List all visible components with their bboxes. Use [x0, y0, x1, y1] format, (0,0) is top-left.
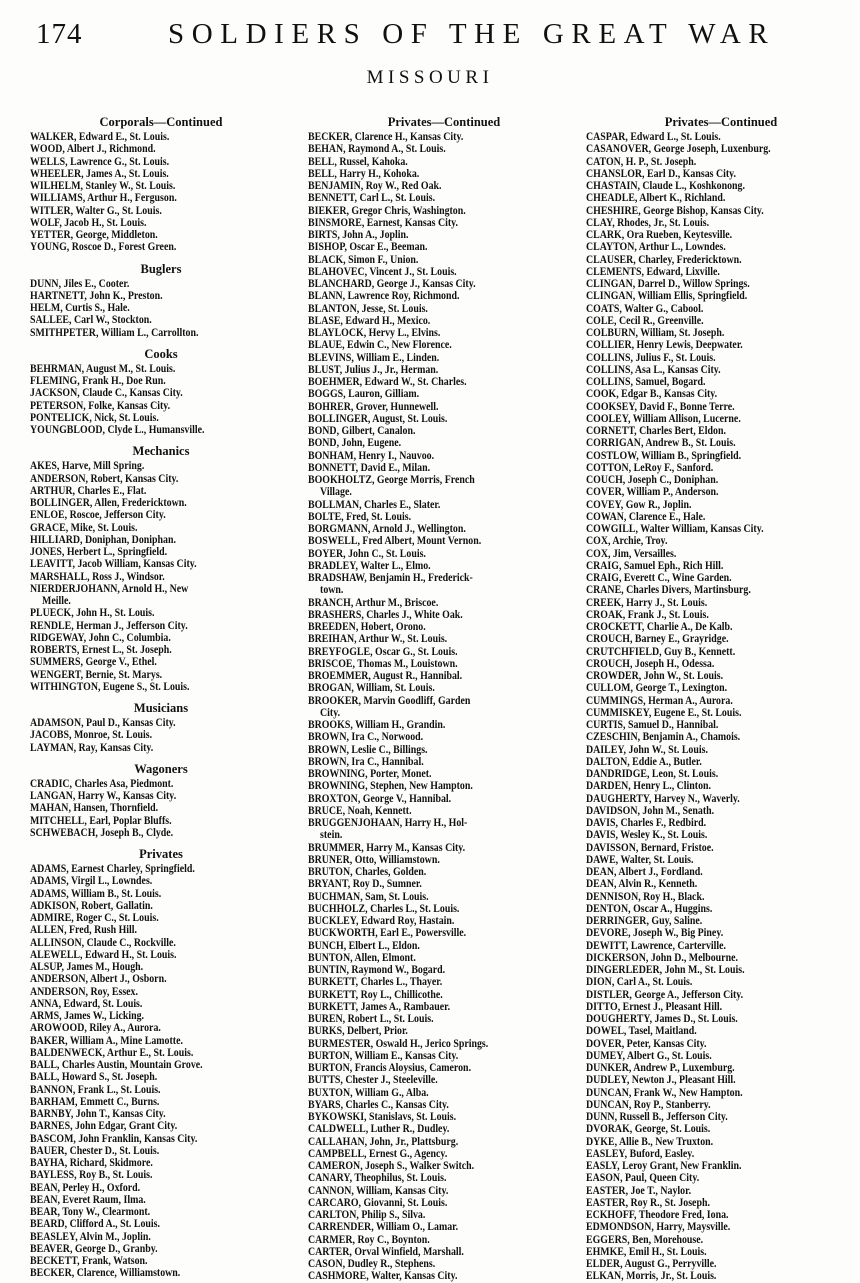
- roster-section: [586, 113, 856, 1283]
- roster-entry: BEAR, Tony W., Clearmont.: [30, 1206, 151, 1218]
- roster-entry: JACKSON, Claude C., Kansas City.: [30, 387, 183, 400]
- roster-entry: COOKSEY, David F., Bonne Terre.: [586, 400, 735, 413]
- roster-entry: NIERDERJOHANN, Arnold H., New: [30, 582, 189, 595]
- roster-entry: BLAYLOCK, Hervy L., Elvins.: [308, 327, 441, 339]
- section-heading: Wagoners: [134, 761, 188, 776]
- roster-entry: BISHOP, Oscar E., Beeman.: [308, 241, 428, 254]
- roster-entry: BOOKHOLTZ, George Morris, French: [308, 474, 475, 486]
- roster-entry: CAMERON, Joseph S., Walker Switch.: [308, 1160, 475, 1172]
- roster-entry: ANDERSON, Robert, Kansas City.: [30, 472, 179, 485]
- roster-entry: BENJAMIN, Roy W., Red Oak.: [308, 180, 442, 192]
- roster-entry: CUMMISKEY, Eugene E., St. Louis.: [586, 706, 742, 719]
- roster-entry: BALDENWECK, Arthur E., St. Louis.: [30, 1046, 194, 1059]
- roster-entry: WELLS, Lawrence G., St. Louis.: [30, 155, 170, 168]
- roster-entry: EASLEY, Buford, Easley.: [586, 1147, 695, 1160]
- roster-entry: CRADIC, Charles Asa, Piedmont.: [30, 777, 174, 790]
- roster-entry: BRUGGENJOHAAN, Harry H., Hol-: [308, 817, 468, 829]
- roster-entry: ALLEN, Fred, Rush Hill.: [30, 924, 137, 937]
- roster-entry: CALLAHAN, John, Jr., Plattsburg.: [308, 1135, 459, 1148]
- roster-entry: BONHAM, Henry I., Nauvoo.: [308, 449, 435, 462]
- roster-section: [30, 699, 292, 754]
- roster-entry: CALDWELL, Luther R., Dudley.: [308, 1123, 450, 1136]
- roster-entry: CLINGAN, William Ellis, Springfield.: [586, 290, 748, 303]
- roster-entry: CLINGAN, Darrel D., Willow Springs.: [586, 278, 750, 290]
- roster-entry: BREIHAN, Arthur W., St. Louis.: [308, 633, 448, 646]
- roster-entry: CARTER, Orval Winfield, Marshall.: [308, 1245, 464, 1258]
- roster-entry: CLARK, Ora Rueben, Keytesville.: [586, 229, 733, 241]
- roster-entry: YOUNGBLOOD, Clyde L., Humansville.: [30, 424, 205, 436]
- roster-entry: BOLLMAN, Charles E., Slater.: [308, 498, 441, 511]
- roster-entry: GRACE, Mike, St. Louis.: [30, 521, 138, 534]
- roster-entry: stein.: [320, 829, 343, 842]
- roster-entry: CRUTCHFIELD, Guy B., Kennett.: [586, 645, 736, 658]
- roster-entry: BECKER, Clarence, Williamstown.: [30, 1267, 181, 1280]
- roster-entry: DOVER, Peter, Kansas City.: [586, 1037, 707, 1050]
- roster-entry: BENNETT, Carl L., St. Louis.: [308, 192, 436, 205]
- roster-entry: SMITHPETER, William L., Carrollton.: [30, 326, 199, 339]
- roster-entry: WALKER, Edward E., St. Louis.: [30, 131, 170, 143]
- roster-entry: COX, Archie, Troy.: [586, 535, 668, 548]
- roster-entry: BROWNING, Stephen, New Hampton.: [308, 780, 473, 793]
- roster-entry: BROWNING, Porter, Monet.: [308, 768, 432, 780]
- roster-entry: BROOKER, Marvin Goodliff, Garden: [308, 694, 471, 707]
- roster-entry: COVER, William P., Anderson.: [586, 486, 719, 499]
- roster-entry: DUNKER, Andrew P., Luxemburg.: [586, 1062, 735, 1074]
- roster-entry: BECKETT, Frank, Watson.: [30, 1255, 148, 1267]
- roster-entry: WILLIAMS, Arthur H., Ferguson.: [30, 192, 177, 205]
- roster-entry: BURKETT, Charles L., Thayer.: [308, 976, 443, 989]
- page-title: SOLDIERS OF THE GREAT WAR: [168, 18, 776, 50]
- roster-entry: EGGERS, Ben, Morehouse.: [586, 1233, 704, 1246]
- roster-entry: ARMS, James W., Licking.: [30, 1010, 145, 1022]
- column-2: [308, 113, 580, 1283]
- roster-entry: EASLY, Leroy Grant, New Franklin.: [586, 1160, 742, 1172]
- roster-entry: DAILEY, John W., St. Louis.: [586, 743, 708, 756]
- roster-entry: COSTLOW, William B., Springfield.: [586, 449, 742, 462]
- roster-entry: BYARS, Charles C., Kansas City.: [308, 1098, 449, 1111]
- section-heading: Corporals—Continued: [99, 115, 223, 129]
- roster-entry: LANGAN, Harry W., Kansas City.: [30, 790, 177, 802]
- roster-entry: PONTELICK, Nick, St. Louis.: [30, 411, 159, 424]
- roster-entry: ADAMSON, Paul D., Kansas City.: [30, 717, 176, 729]
- roster-entry: DISTLER, George A., Jefferson City.: [586, 988, 744, 1001]
- roster-entry: COATS, Walter G., Cabool.: [586, 302, 704, 315]
- roster-entry: PETERSON, Folke, Kansas City.: [30, 399, 171, 412]
- roster-section: [30, 845, 292, 1280]
- roster-entry: CAMPBELL, Ernest G., Agency.: [308, 1147, 448, 1160]
- roster-entry: CROAK, Frank J., St. Louis.: [586, 608, 709, 621]
- roster-entry: DYKE, Allie B., New Truxton.: [586, 1135, 714, 1148]
- roster-section: [30, 113, 292, 254]
- roster-entry: BROOKS, William H., Grandin.: [308, 719, 446, 731]
- roster-entry: COWAN, Clarence E., Hale.: [586, 510, 706, 523]
- roster-entry: BOLLINGER, Allen, Fredericktown.: [30, 497, 187, 509]
- column-1: [30, 113, 292, 1280]
- roster-entry: JONES, Herbert L., Springfield.: [30, 546, 168, 558]
- roster-entry: BIEKER, Gregor Chris, Washington.: [308, 204, 466, 217]
- roster-entry: BARNBY, John T., Kansas City.: [30, 1108, 166, 1120]
- roster-entry: DARDEN, Henry L., Clinton.: [586, 780, 712, 793]
- roster-entry: CARMER, Roy C., Boynton.: [308, 1233, 430, 1246]
- roster-entry: FLEMING, Frank H., Doe Run.: [30, 375, 166, 387]
- roster-entry: BRASHERS, Charles J., White Oak.: [308, 608, 463, 621]
- roster-entry: HARTNETT, John K., Preston.: [30, 289, 163, 302]
- roster-entry: BYKOWSKI, Stanislavs, St. Louis.: [308, 1111, 457, 1123]
- roster-entry: BOND, Gilbert, Canalon.: [308, 425, 416, 437]
- roster-entry: BEHRMAN, August M., St. Louis.: [30, 362, 176, 375]
- section-heading: Privates: [139, 847, 183, 861]
- roster-entry: CHASTAIN, Claude L., Koshkonong.: [586, 180, 745, 192]
- roster-entry: BECKER, Clarence H., Kansas City.: [308, 131, 464, 143]
- roster-entry: DANDRIDGE, Leon, St. Louis.: [586, 768, 719, 780]
- roster-entry: DUNCAN, Roy P., Stanberry.: [586, 1098, 711, 1111]
- roster-entry: ADMIRE, Roger C., St. Louis.: [30, 912, 159, 924]
- roster-entry: COUCH, Joseph C., Doniphan.: [586, 474, 719, 486]
- roster-entry: BURKETT, Roy L., Chillicothe.: [308, 988, 443, 1001]
- roster-entry: ADAMS, William B., St. Louis.: [30, 887, 162, 900]
- roster-entry: BRADSHAW, Benjamin H., Frederick-: [308, 572, 473, 584]
- roster-entry: DAVIS, Wesley K., St. Louis.: [586, 829, 708, 842]
- roster-entry: COTTON, LeRoy F., Sanford.: [586, 461, 714, 474]
- roster-entry: CASPAR, Edward L., St. Louis.: [586, 131, 721, 143]
- roster-entry: DAVIS, Charles F., Redbird.: [586, 817, 707, 829]
- roster-entry: COLBURN, William, St. Joseph.: [586, 327, 725, 339]
- roster-entry: BALL, Charles Austin, Mountain Grove.: [30, 1059, 203, 1071]
- roster-entry: BRUTON, Charles, Golden.: [308, 866, 427, 878]
- roster-entry: DUDLEY, Newton J., Pleasant Hill.: [586, 1074, 736, 1087]
- roster-entry: BLANCHARD, George J., Kansas City.: [308, 278, 476, 290]
- roster-entry: WOOD, Albert J., Richmond.: [30, 143, 156, 156]
- roster-entry: BALL, Howard S., St. Joseph.: [30, 1071, 158, 1084]
- page-header: [0, 14, 860, 54]
- roster-entry: BRUMMER, Harry M., Kansas City.: [308, 841, 466, 854]
- roster-entry: RIDGEWAY, John C., Columbia.: [30, 631, 171, 644]
- roster-entry: ECKHOFF, Theodore Fred, Iona.: [586, 1209, 729, 1221]
- roster-entry: CLEMENTS, Edward, Lixville.: [586, 265, 720, 278]
- roster-entry: BAKER, William A., Mine Lamotte.: [30, 1034, 183, 1047]
- roster-entry: BRISCOE, Thomas M., Louistown.: [308, 657, 458, 670]
- roster-entry: COOK, Edgar B., Kansas City.: [586, 388, 718, 401]
- roster-entry: COLLINS, Julius F., St. Louis.: [586, 351, 716, 364]
- roster-entry: ANDERSON, Roy, Essex.: [30, 985, 138, 998]
- roster-entry: CHEADLE, Albert K., Richland.: [586, 192, 726, 205]
- roster-entry: BOLLINGER, August, St. Louis.: [308, 412, 448, 425]
- roster-entry: BUCKLEY, Edward Roy, Hastain.: [308, 915, 455, 927]
- roster-entry: DAWE, Walter, St. Louis.: [586, 853, 694, 866]
- roster-entry: COLLIER, Henry Lewis, Deepwater.: [586, 339, 743, 352]
- roster-entry: ALLINSON, Claude C., Rockville.: [30, 936, 176, 949]
- roster-entry: BLACK, Simon F., Union.: [308, 253, 419, 266]
- roster-entry: DAVIDSON, John M., Senath.: [586, 804, 715, 817]
- roster-entry: MAHAN, Hansen, Thornfield.: [30, 802, 159, 815]
- roster-entry: BEAN, Perley H., Oxford.: [30, 1181, 141, 1194]
- roster-entry: ARTHUR, Charles E., Flat.: [30, 484, 147, 497]
- roster-entry: DENNISON, Roy H., Black.: [586, 890, 705, 903]
- roster-entry: BAUER, Chester D., St. Louis.: [30, 1144, 160, 1157]
- roster-entry: ADAMS, Virgil L., Lowndes.: [30, 875, 153, 888]
- roster-entry: BOGGS, Lauron, Gilliam.: [308, 388, 420, 401]
- roster-entry: BROEMMER, August R., Hannibal.: [308, 670, 463, 682]
- roster-entry: City.: [320, 706, 341, 719]
- roster-entry: BELL, Russel, Kahoka.: [308, 155, 408, 168]
- roster-entry: ADKISON, Robert, Gallatin.: [30, 899, 153, 912]
- roster-entry: BRUCE, Noah, Kennett.: [308, 804, 412, 817]
- roster-entry: BINSMORE, Earnest, Kansas City.: [308, 216, 459, 229]
- roster-entry: CARCARO, Giovanni, St. Louis.: [308, 1196, 448, 1209]
- roster-entry: DEAN, Albert J., Fordland.: [586, 866, 703, 878]
- roster-entry: CULLOM, George T., Lexington.: [586, 682, 728, 695]
- roster-entry: DUNN, Russell B., Jefferson City.: [586, 1111, 728, 1123]
- roster-entry: HILLIARD, Doniphan, Doniphan.: [30, 533, 176, 546]
- roster-entry: BRANCH, Arthur M., Briscoe.: [308, 596, 439, 609]
- roster-entry: DOWEL, Tasel, Maitland.: [586, 1025, 697, 1038]
- roster-entry: DICKERSON, John D., Melbourne.: [586, 951, 738, 964]
- roster-entry: BONNETT, David E., Milan.: [308, 461, 431, 474]
- roster-entry: BUNCH, Elbert L., Eldon.: [308, 939, 420, 952]
- section-heading: Musicians: [133, 701, 189, 715]
- roster-entry: BUCHMAN, Sam, St. Louis.: [308, 890, 429, 903]
- roster-entry: COOLEY, William Allison, Lucerne.: [586, 412, 741, 425]
- roster-entry: ANDERSON, Albert J., Osborn.: [30, 973, 167, 986]
- roster-entry: CATON, H. P., St. Joseph.: [586, 155, 697, 168]
- roster-entry: BEARD, Clifford A., St. Louis.: [30, 1218, 160, 1231]
- roster-entry: CARLTON, Philip S., Silva.: [308, 1209, 426, 1221]
- roster-entry: WILHELM, Stanley W., St. Louis.: [30, 180, 176, 192]
- roster-entry: SALLEE, Carl W., Stockton.: [30, 314, 152, 327]
- roster-entry: BURTON, Francis Aloysius, Cameron.: [308, 1062, 472, 1074]
- roster-entry: CASHMORE, Walter, Kansas City.: [308, 1270, 458, 1283]
- roster-entry: MARSHALL, Ross J., Windsor.: [30, 570, 165, 583]
- roster-entry: MITCHELL, Earl, Poplar Bluffs.: [30, 814, 172, 827]
- roster-entry: CANARY, Theophilus, St. Louis.: [308, 1172, 447, 1185]
- roster-entry: BEAN, Everet Raum, Ilma.: [30, 1193, 146, 1206]
- roster-entry: YETTER, George, Middleton.: [30, 229, 158, 241]
- roster-section: [30, 442, 292, 693]
- roster-entry: WENGERT, Bernie, St. Marys.: [30, 668, 163, 681]
- roster-entry: BLANTON, Jesse, St. Louis.: [308, 302, 428, 315]
- roster-entry: DEVORE, Joseph W., Big Piney.: [586, 927, 724, 940]
- roster-entry: DUMEY, Albert G., St. Louis.: [586, 1049, 712, 1062]
- roster-entry: DINGERLEDER, John M., St. Louis.: [586, 964, 745, 976]
- roster-entry: CASON, Dudley R., Stephens.: [308, 1258, 436, 1270]
- roster-entry: BAYHA, Richard, Skidmore.: [30, 1157, 153, 1169]
- roster-entry: CARRENDER, William O., Lamar.: [308, 1221, 459, 1234]
- roster-entry: BUTTS, Chester J., Steeleville.: [308, 1074, 438, 1087]
- state-heading: MISSOURI: [366, 67, 494, 88]
- roster-entry: WOLF, Jacob H., St. Louis.: [30, 216, 147, 229]
- roster-section: [30, 760, 292, 839]
- roster-entry: LEAVITT, Jacob William, Kansas City.: [30, 558, 197, 571]
- roster-entry: BAYLESS, Roy B., St. Louis.: [30, 1169, 153, 1182]
- roster-entry: CRANE, Charles Divers, Martinsburg.: [586, 584, 751, 597]
- roster-entry: COLLINS, Asa L., Kansas City.: [586, 363, 721, 376]
- roster-entry: CROUCH, Joseph H., Odessa.: [586, 657, 715, 670]
- roster-entry: ELDER, August G., Perryville.: [586, 1258, 717, 1270]
- roster-entry: COLLINS, Samuel, Bogard.: [586, 376, 706, 388]
- roster-entry: BREYFOGLE, Oscar G., St. Louis.: [308, 645, 458, 658]
- roster-entry: CURTIS, Samuel D., Hannibal.: [586, 719, 719, 731]
- roster-entry: ANNA, Edward, St. Louis.: [30, 997, 143, 1010]
- roster-entry: BROXTON, George V., Hannibal.: [308, 792, 452, 805]
- roster-entry: Meille.: [42, 595, 71, 607]
- roster-entry: DEWITT, Lawrence, Carterville.: [586, 939, 726, 952]
- roster-entry: CHANSLOR, Earl D., Kansas City.: [586, 167, 737, 180]
- roster-entry: BRUNER, Otto, Williamstown.: [308, 853, 440, 866]
- roster-entry: BUNTIN, Raymond W., Bogard.: [308, 964, 446, 976]
- roster-entry: BLASE, Edward H., Mexico.: [308, 314, 431, 327]
- roster-entry: BUCHHOLZ, Charles L., St. Louis.: [308, 902, 460, 915]
- roster-entry: BASCOM, John Franklin, Kansas City.: [30, 1132, 198, 1145]
- roster-entry: COVEY, Gow R., Joplin.: [586, 498, 692, 511]
- roster-entry: CHESHIRE, George Bishop, Kansas City.: [586, 204, 764, 217]
- roster-entry: BOND, John, Eugene.: [308, 437, 402, 450]
- roster-entry: BURTON, William E., Kansas City.: [308, 1049, 459, 1062]
- section-heading: Mechanics: [132, 444, 190, 459]
- roster-entry: BLUST, Julius J., Jr., Herman.: [308, 363, 439, 376]
- roster-entry: DUNN, Jiles E., Cooter.: [30, 277, 130, 290]
- roster-entry: BRYANT, Roy D., Sumner.: [308, 878, 422, 891]
- roster-entry: RENDLE, Herman J., Jefferson City.: [30, 619, 188, 632]
- roster-entry: DVORAK, George, St. Louis.: [586, 1123, 711, 1136]
- roster-entry: BROGAN, William, St. Louis.: [308, 682, 435, 695]
- roster-entry: BUNTON, Allen, Elmont.: [308, 951, 416, 964]
- roster-entry: DAVISSON, Bernard, Fristoe.: [586, 841, 714, 854]
- roster-entry: WHEELER, James A., St. Louis.: [30, 167, 169, 180]
- page-number: 174: [36, 18, 83, 50]
- roster-entry: CLAY, Rhodes, Jr., St. Louis.: [586, 216, 710, 229]
- roster-entry: EDMONDSON, Harry, Maysville.: [586, 1221, 731, 1234]
- section-heading: Buglers: [140, 261, 182, 276]
- roster-entry: JACOBS, Monroe, St. Louis.: [30, 729, 153, 742]
- roster-entry: WITLER, Walter G., St. Louis.: [30, 204, 162, 217]
- roster-entry: CROCKETT, Charlie A., De Kalb.: [586, 621, 733, 633]
- roster-entry: BIRTS, John A., Joplin.: [308, 229, 409, 241]
- roster-entry: BROWN, Ira C., Hannibal.: [308, 755, 424, 768]
- roster-entry: BARNES, John Edgar, Grant City.: [30, 1120, 178, 1133]
- roster-section: [308, 113, 580, 1283]
- roster-entry: BURMESTER, Oswald H., Jerico Springs.: [308, 1037, 489, 1050]
- roster-entry: CROUCH, Barney E., Grayridge.: [586, 633, 729, 646]
- roster-entry: YOUNG, Roscoe D., Forest Green.: [30, 241, 177, 254]
- roster-entry: ENLOE, Roscoe, Jefferson City.: [30, 509, 166, 522]
- roster-entry: DUNCAN, Frank W., New Hampton.: [586, 1086, 743, 1099]
- roster-entry: BOYER, John C., St. Louis.: [308, 547, 426, 560]
- roster-entry: WITHINGTON, Eugene S., St. Louis.: [30, 680, 190, 693]
- roster-entry: LAYMAN, Ray, Kansas City.: [30, 741, 154, 754]
- roster-entry: DOUGHERTY, James D., St. Louis.: [586, 1013, 738, 1025]
- roster-entry: BLAUE, Edwin C., New Florence.: [308, 339, 452, 352]
- roster-entry: CUMMINGS, Herman A., Aurora.: [586, 694, 733, 707]
- roster-entry: BROWN, Ira C., Norwood.: [308, 731, 424, 744]
- roster-entry: CRAIG, Everett C., Wine Garden.: [586, 572, 732, 584]
- roster-entry: BANNON, Frank L., St. Louis.: [30, 1083, 161, 1096]
- roster-entry: CORNETT, Charles Bert, Eldon.: [586, 425, 726, 437]
- roster-entry: BLANN, Lawrence Roy, Richmond.: [308, 290, 460, 303]
- column-3: [586, 113, 856, 1283]
- roster-entry: BURKETT, James A., Rambauer.: [308, 1000, 451, 1013]
- roster-entry: CRAIG, Samuel Eph., Rich Hill.: [586, 559, 724, 572]
- roster-entry: BUXTON, William G., Alba.: [308, 1086, 429, 1099]
- roster-entry: AROWOOD, Riley A., Aurora.: [30, 1022, 161, 1035]
- roster-entry: BOSWELL, Fred Albert, Mount Vernon.: [308, 535, 482, 548]
- roster-entry: DION, Carl A., St. Louis.: [586, 976, 693, 989]
- roster-entry: BOHRER, Grover, Hunnewell.: [308, 400, 439, 413]
- roster-entry: EHMKE, Emil H., St. Louis.: [586, 1245, 707, 1258]
- roster-entry: BEHAN, Raymond A., St. Louis.: [308, 143, 446, 156]
- roster-entry: EASON, Paul, Queen City.: [586, 1172, 700, 1185]
- roster-entry: CROWDER, John W., St. Louis.: [586, 670, 724, 682]
- section-heading: Cooks: [144, 346, 178, 361]
- roster-entry: DALTON, Eddie A., Butler.: [586, 755, 702, 768]
- roster-entry: ALEWELL, Edward H., St. Louis.: [30, 948, 177, 961]
- roster-entry: BLAHOVEC, Vincent J., St. Louis.: [308, 265, 457, 278]
- roster-entry: BUREN, Robert L., St. Louis.: [308, 1013, 434, 1025]
- roster-entry: COX, Jim, Versailles.: [586, 547, 677, 560]
- roster-entry: COWGILL, Walter William, Kansas City.: [586, 523, 764, 535]
- roster-entry: CZESCHIN, Benjamin A., Chamois.: [586, 731, 741, 744]
- roster-entry: Village.: [320, 486, 352, 499]
- roster-entry: CLAUSER, Charley, Fredericktown.: [586, 253, 742, 266]
- section-heading: Privates—Continued: [387, 115, 501, 129]
- roster-entry: SCHWEBACH, Joseph B., Clyde.: [30, 826, 174, 839]
- roster-entry: BORGMANN, Arnold J., Wellington.: [308, 523, 466, 535]
- roster-entry: ADAMS, Earnest Charley, Springfield.: [30, 863, 195, 875]
- roster-entry: BROWN, Leslie C., Billings.: [308, 743, 428, 756]
- roster-entry: DENTON, Oscar A., Huggins.: [586, 902, 713, 915]
- roster-entry: BARHAM, Emmett C., Burns.: [30, 1095, 160, 1108]
- roster-entry: DEAN, Alvin R., Kenneth.: [586, 878, 698, 891]
- roster-entry: town.: [320, 584, 344, 597]
- roster-entry: CORRIGAN, Andrew B., St. Louis.: [586, 437, 736, 450]
- roster-entry: BRADLEY, Walter L., Elmo.: [308, 559, 431, 572]
- roster-entry: SUMMERS, George V., Ethel.: [30, 656, 157, 669]
- roster-entry: CANNON, William, Kansas City.: [308, 1184, 449, 1197]
- roster-entry: HELM, Curtis S., Hale.: [30, 302, 130, 314]
- roster-entry: COLE, Cecil R., Greenville.: [586, 314, 704, 327]
- roster-entry: DITTO, Ernest J., Pleasant Hill.: [586, 1000, 723, 1013]
- roster-entry: BURKS, Delbert, Prior.: [308, 1025, 408, 1038]
- roster-entry: CREEK, Harry J., St. Louis.: [586, 596, 708, 609]
- roster-entry: PLUECK, John H., St. Louis.: [30, 607, 155, 620]
- roster-entry: EASTER, Roy R., St. Joseph.: [586, 1196, 710, 1209]
- roster-entry: BOEHMER, Edward W., St. Charles.: [308, 376, 467, 388]
- roster-entry: ROBERTS, Ernest L., St. Joseph.: [30, 644, 172, 656]
- roster-entry: EASTER, Joe T., Naylor.: [586, 1184, 692, 1197]
- roster-entry: BREEDEN, Hobert, Orono.: [308, 621, 426, 633]
- roster-entry: DERRINGER, Guy, Saline.: [586, 915, 703, 927]
- roster-entry: BELL, Harry H., Kohoka.: [308, 167, 420, 180]
- section-heading: Privates—Continued: [664, 115, 778, 129]
- roster-entry: DAUGHERTY, Harvey N., Waverly.: [586, 792, 740, 805]
- roster-entry: BEAVER, George D., Granby.: [30, 1242, 158, 1255]
- roster-section: [30, 345, 292, 437]
- roster-entry: BEASLEY, Alvin M., Joplin.: [30, 1230, 151, 1243]
- roster-section: [30, 260, 292, 339]
- roster-entry: ELKAN, Morris, Jr., St. Louis.: [586, 1270, 717, 1283]
- roster-entry: CLAYTON, Arthur L., Lowndes.: [586, 241, 726, 254]
- roster-entry: BOLTE, Fred, St. Louis.: [308, 510, 412, 523]
- roster-entry: ALSUP, James M., Hough.: [30, 961, 144, 973]
- roster-entry: AKES, Harve, Mill Spring.: [30, 460, 145, 473]
- roster-entry: BLEVINS, William E., Linden.: [308, 351, 440, 364]
- roster-entry: BUCKWORTH, Earl E., Powersville.: [308, 927, 467, 940]
- roster-entry: CASANOVER, George Joseph, Luxenburg.: [586, 143, 771, 156]
